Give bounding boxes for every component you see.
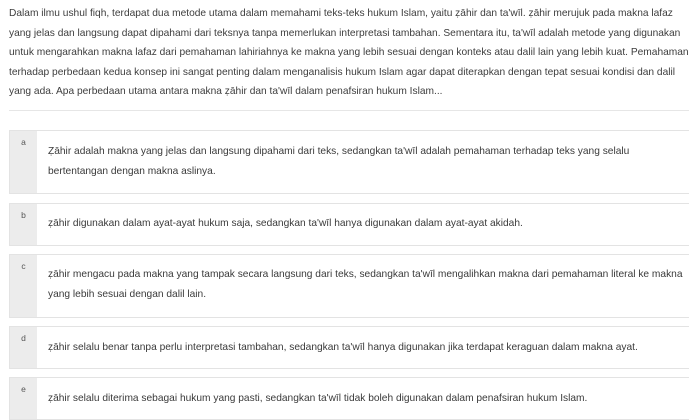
option-letter: e: [21, 384, 26, 394]
option-letter-box: [10, 327, 37, 368]
option-letter-box: [10, 378, 37, 419]
answer-option-c[interactable]: [9, 254, 689, 318]
option-text: [48, 214, 689, 234]
option-letter-box: [10, 204, 37, 245]
question-divider: [9, 110, 689, 111]
answer-option-e[interactable]: [9, 377, 689, 420]
question-text: [9, 4, 689, 102]
option-letter: d: [21, 333, 26, 343]
option-text: [48, 265, 689, 305]
option-letter-box: [10, 131, 37, 193]
option-text-line: bertentangan dengan makna aslinya.: [48, 166, 216, 177]
answer-option-a[interactable]: [9, 130, 689, 194]
question-line: Dalam ilmu ushul fiqh, terdapat dua metode utama dalam memahami teks-teks hukum Islam, yaitu ẓāhir dan ta'wīl. ẓāhir merujuk pada makna lafaz: [9, 8, 673, 19]
option-letter: c: [21, 261, 26, 271]
option-letter: a: [21, 137, 26, 147]
option-text-line: ẓāhir mengacu pada makna yang tampak secara langsung dari teks, sedangkan ta'wīl mengalihkan makna dari pemahaman literal ke makna: [48, 269, 683, 280]
option-text-line: Ẓāhir adalah makna yang jelas dan langsung dipahami dari teks, sedangkan ta'wīl adalah pemahaman terhadap teks yang selalu: [48, 146, 630, 157]
answer-option-b[interactable]: [9, 203, 689, 246]
question-line: yang ada. Apa perbedaan utama antara makna ẓāhir dan ta'wīl dalam penafsiran hukum Islam...: [9, 86, 443, 97]
option-text: [48, 142, 689, 182]
option-text-line: ẓāhir digunakan dalam ayat-ayat hukum saja, sedangkan ta'wīl hanya digunakan dalam ayat-ayat akidah.: [48, 218, 523, 229]
question-line: untuk mengarahkan makna lafaz dari pemahaman lahiriahnya ke makna yang lebih sesuai dengan konteks atau dalil lain yang lebih kuat. Pemahaman: [9, 47, 689, 58]
option-text: [48, 389, 689, 409]
option-letter-box: [10, 255, 37, 317]
question-line: yang jelas dan langsung dapat dipahami dari teksnya tanpa memerlukan interpretasi tambahan. Sementara itu, ta'wīl adalah metode yang digunakan: [9, 27, 681, 39]
option-letter: b: [21, 210, 26, 220]
option-text-line: ẓāhir selalu benar tanpa perlu interpretasi tambahan, sedangkan ta'wīl hanya digunakan jika terdapat keraguan dalam makna ayat.: [48, 342, 638, 353]
option-text: [48, 338, 689, 358]
option-text-line: ẓāhir selalu diterima sebagai hukum yang pasti, sedangkan ta'wīl tidak boleh digunakan dalam penafsiran hukum Islam.: [48, 393, 588, 404]
answer-option-d[interactable]: [9, 326, 689, 369]
question-line: terhadap perbedaan kedua konsep ini sangat penting dalam menganalisis hukum Islam agar dapat diterapkan dengan tepat sesuai kondisi dan dalil: [9, 66, 676, 78]
option-text-line: yang lebih sesuai dengan dalil lain.: [48, 289, 207, 300]
